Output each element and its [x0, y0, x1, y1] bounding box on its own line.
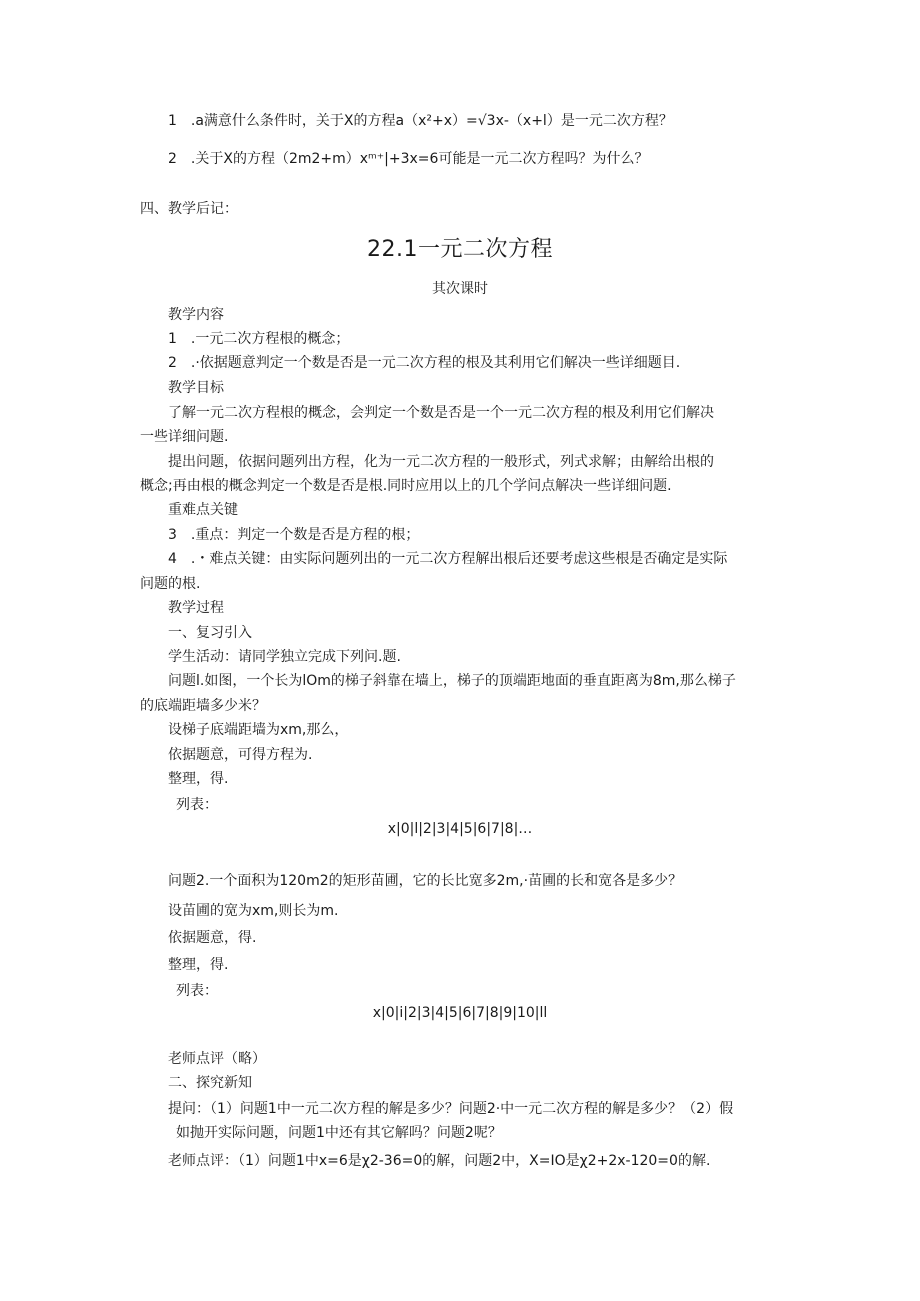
problem-2-step: 设苗圃的宽为xm,则长为m.	[168, 903, 339, 919]
section-afterword: 四、教学后记：	[140, 201, 238, 217]
problem-2-step: 依据题意，得.	[168, 930, 257, 946]
keypoint-item: 3 .重点：判定一个数是否是方程的根；	[168, 527, 420, 543]
keypoint-item: 问题的根.	[140, 576, 201, 592]
content-item: 2 .·依据题意判定一个数是否是一元二次方程的根及其利用它们解决一些详细题目.	[168, 355, 681, 371]
content-item: 1 .一元二次方程根的概念；	[168, 331, 350, 347]
value-table-row: x|0|l|2|3|4|5|6|7|8|…	[387, 821, 533, 837]
teacher-comment: 老师点评：（1）问题1中x=6是χ2-36=0的解，问题2中，X=IO是χ2+2x-120=0的解.	[168, 1153, 711, 1169]
problem-1: 问题l.如图，一个长为lOm的梯子斜靠在墙上，梯子的顶端距地面的垂直距离为8m,那么梯子	[168, 673, 736, 689]
table-label: 列表：	[176, 983, 218, 999]
keypoint-item: 4 .・难点关键：由实际问题列出的一元二次方程解出根后还要考虑这些根是否确定是实际	[168, 551, 728, 567]
problem-2: 问题2.一个面积为120m2的矩形苗圃，它的长比宽多2m,·苗圃的长和宽各是多少？	[168, 873, 683, 889]
section-heading: 二、探究新知	[168, 1075, 252, 1091]
activity-text: 学生活动：请同学独立完成下列问.题.	[168, 649, 401, 665]
question-text: 如抛开实际问题，问题1中还有其它解吗？问题2呢？	[176, 1125, 502, 1141]
page-title: 22.1一元二次方程	[367, 237, 553, 262]
problem-1-step: 依据题意，可得方程为.	[168, 747, 313, 763]
problem-1-step: 整理，得.	[168, 771, 229, 787]
goal-paragraph: 一些详细问题.	[140, 429, 229, 445]
problem-1: 的底端距墙多少米？	[140, 698, 266, 714]
process-heading: 教学过程	[168, 600, 224, 616]
goal-paragraph: 概念;再由根的概念判定一个数是否是根.同时应用以上的几个学问点解决一些详细问题.	[140, 478, 672, 494]
section-heading: 一、复习引入	[168, 625, 252, 641]
prior-exercise-1: 1 .a满意什么条件时，关于X的方程a（x²+x）=√3x-（x+l）是一元二次方程？	[168, 113, 673, 129]
content-heading: 教学内容	[168, 307, 224, 323]
prior-exercise-2: 2 .关于X的方程（2m2+m）xᵐ⁺|+3x=6可能是一元二次方程吗？为什么？	[168, 151, 649, 167]
teacher-comment: 老师点评（略）	[168, 1051, 266, 1067]
problem-1-step: 设梯子底端距墙为xm,那么，	[168, 722, 349, 738]
value-table-row: x|0|i|2|3|4|5|6|7|8|9|10|ll	[372, 1005, 548, 1021]
table-label: 列表：	[176, 797, 218, 813]
keypoint-heading: 重难点关键	[168, 502, 238, 518]
goal-paragraph: 了解一元二次方程根的概念，会判定一个数是否是一个一元二次方程的根及利用它们解决	[168, 405, 714, 421]
lesson-subtitle: 其次课时	[432, 281, 488, 297]
goal-heading: 教学目标	[168, 380, 224, 396]
goal-paragraph: 提出问题，依据问题列出方程，化为一元二次方程的一般形式，列式求解；由解给出根的	[168, 454, 714, 470]
problem-2-step: 整理，得.	[168, 957, 229, 973]
question-text: 提问：（1）问题1中一元二次方程的解是多少？问题2·中一元二次方程的解是多少？（2）假	[168, 1101, 734, 1117]
